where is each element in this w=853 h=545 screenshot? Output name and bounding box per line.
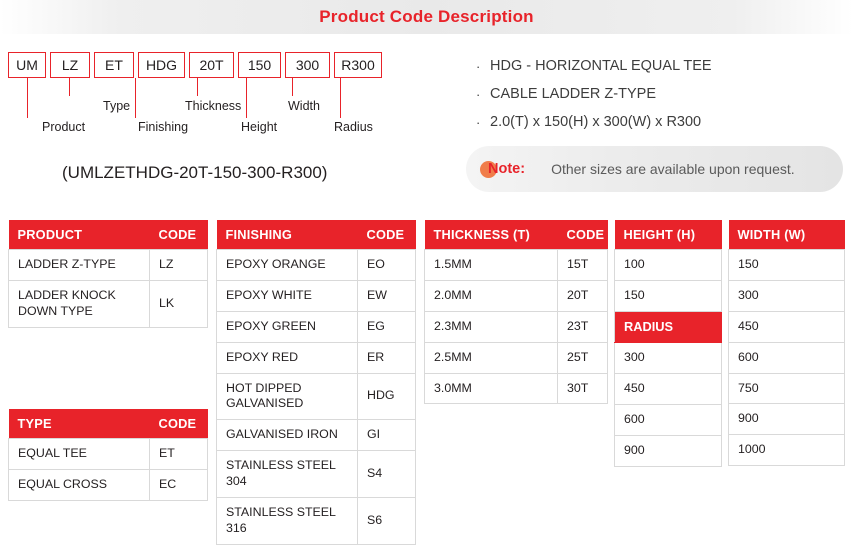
column-header-type: TYPE xyxy=(9,409,150,439)
column-header-radius: RADIUS xyxy=(615,311,722,342)
column-header-finishing: FINISHING xyxy=(217,220,358,250)
cell-radius-value: 450 xyxy=(615,374,722,405)
table-row xyxy=(729,311,845,342)
cell-thickness-code: 20T xyxy=(558,280,608,311)
label-product: Product xyxy=(42,120,86,134)
table-header-row xyxy=(9,220,208,250)
table-row xyxy=(425,311,608,342)
height-table xyxy=(614,220,722,467)
column-header-code: CODE xyxy=(150,409,208,439)
table-row xyxy=(217,420,416,451)
table-row xyxy=(615,250,722,281)
note-label: Note: xyxy=(488,161,526,177)
table-row xyxy=(729,342,845,373)
cell-finishing-code: GI xyxy=(358,420,416,451)
table-row xyxy=(729,280,845,311)
cell-width-value: 900 xyxy=(729,404,845,435)
label-thickness: Thickness xyxy=(185,99,242,113)
table-row xyxy=(425,250,608,281)
table-header-row xyxy=(217,220,416,250)
table-row xyxy=(217,311,416,342)
cell-finishing-name: GALVANISED IRON xyxy=(217,420,358,451)
cell-width-value: 750 xyxy=(729,373,845,404)
column-header-code: CODE xyxy=(150,220,208,250)
table-header-row xyxy=(425,220,608,250)
cell-thickness-code: 15T xyxy=(558,250,608,281)
column-header-code: CODE xyxy=(358,220,416,250)
cell-finishing-name: EPOXY ORANGE xyxy=(217,250,358,281)
list-item-label: CABLE LADDER Z-TYPE xyxy=(490,86,656,102)
table-row xyxy=(615,280,722,311)
cell-product-code: LK xyxy=(150,280,208,327)
label-type: Type xyxy=(103,99,131,113)
cell-width-value: 600 xyxy=(729,342,845,373)
cell-finishing-name: STAINLESS STEEL 316 xyxy=(217,497,358,544)
cell-thickness-code: 25T xyxy=(558,342,608,373)
label-width: Width xyxy=(288,99,320,113)
column-header-product: PRODUCT xyxy=(9,220,150,250)
product-table xyxy=(8,220,208,328)
bullet-dot-icon: · xyxy=(476,87,481,102)
cell-finishing-name: EPOXY WHITE xyxy=(217,280,358,311)
cell-thickness-value: 2.5MM xyxy=(425,342,558,373)
table-row xyxy=(729,404,845,435)
leader-line-height xyxy=(246,78,247,118)
cell-finishing-code: S4 xyxy=(358,451,416,498)
cell-width-value: 300 xyxy=(729,280,845,311)
radius-subheader-row xyxy=(615,311,722,342)
thickness-table xyxy=(424,220,608,404)
cell-finishing-code: ER xyxy=(358,342,416,373)
column-header-code: CODE xyxy=(558,220,608,250)
cell-radius-value: 900 xyxy=(615,435,722,466)
bullet-dot-icon: · xyxy=(476,59,481,74)
type-table xyxy=(8,409,208,501)
code-box-radius: R300 xyxy=(334,52,382,78)
table-row xyxy=(217,373,416,420)
code-box-hdg: HDG xyxy=(138,52,185,78)
cell-height-value: 150 xyxy=(615,280,722,311)
cell-thickness-code: 23T xyxy=(558,311,608,342)
table-row xyxy=(425,342,608,373)
list-item-label: HDG - HORIZONTAL EQUAL TEE xyxy=(490,58,712,74)
table-row xyxy=(217,451,416,498)
cell-finishing-code: EW xyxy=(358,280,416,311)
table-row xyxy=(729,373,845,404)
table-header-row xyxy=(615,220,722,250)
code-box-thickness: 20T xyxy=(189,52,234,78)
product-code-boxes xyxy=(8,52,382,78)
cell-product-name: LADDER Z-TYPE xyxy=(9,250,150,281)
list-item xyxy=(476,57,712,76)
column-header-width: WIDTH (W) xyxy=(729,220,845,250)
cell-product-name: LADDER KNOCK DOWN TYPE xyxy=(9,280,150,327)
cell-finishing-name: EPOXY GREEN xyxy=(217,311,358,342)
cell-thickness-value: 2.3MM xyxy=(425,311,558,342)
bullet-dot-icon: · xyxy=(476,115,481,130)
cell-type-code: EC xyxy=(150,469,208,500)
cell-thickness-value: 1.5MM xyxy=(425,250,558,281)
code-box-width: 300 xyxy=(285,52,330,78)
table-row xyxy=(615,374,722,405)
list-item xyxy=(476,85,712,104)
note-text: Other sizes are available upon request. xyxy=(551,161,795,177)
table-header-row xyxy=(9,409,208,439)
cell-finishing-name: STAINLESS STEEL 304 xyxy=(217,451,358,498)
cell-product-code: LZ xyxy=(150,250,208,281)
finishing-table xyxy=(216,220,416,545)
code-box-um: UM xyxy=(8,52,46,78)
cell-finishing-code: EO xyxy=(358,250,416,281)
table-row xyxy=(425,280,608,311)
cell-width-value: 150 xyxy=(729,250,845,281)
list-item xyxy=(476,113,712,132)
table-row xyxy=(9,280,208,327)
cell-type-name: EQUAL CROSS xyxy=(9,469,150,500)
table-row xyxy=(217,280,416,311)
code-box-lz: LZ xyxy=(50,52,90,78)
leader-line-product xyxy=(27,78,28,118)
cell-thickness-value: 2.0MM xyxy=(425,280,558,311)
table-row xyxy=(425,373,608,404)
table-row xyxy=(217,342,416,373)
cell-height-value: 100 xyxy=(615,250,722,281)
cell-radius-value: 600 xyxy=(615,404,722,435)
code-box-height: 150 xyxy=(238,52,281,78)
column-header-height: HEIGHT (H) xyxy=(615,220,722,250)
table-row xyxy=(615,435,722,466)
code-box-et: ET xyxy=(94,52,134,78)
cell-radius-value: 300 xyxy=(615,343,722,374)
cell-width-value: 1000 xyxy=(729,435,845,466)
leader-line-type xyxy=(69,78,70,96)
page-title: Product Code Description xyxy=(319,7,534,26)
cell-type-name: EQUAL TEE xyxy=(9,439,150,470)
table-row xyxy=(615,404,722,435)
table-row xyxy=(9,439,208,470)
table-row xyxy=(217,250,416,281)
table-row xyxy=(729,250,845,281)
leader-line-thickness xyxy=(197,78,198,96)
page-header xyxy=(0,0,853,34)
note-callout xyxy=(466,146,843,192)
table-row xyxy=(729,435,845,466)
table-row xyxy=(615,343,722,374)
cell-finishing-code: S6 xyxy=(358,497,416,544)
leader-line-radius xyxy=(340,78,341,118)
label-radius: Radius xyxy=(334,120,373,134)
cell-finishing-code: EG xyxy=(358,311,416,342)
label-height: Height xyxy=(241,120,278,134)
cell-finishing-name: HOT DIPPED GALVANISED xyxy=(217,373,358,420)
table-header-row xyxy=(729,220,845,250)
cell-type-code: ET xyxy=(150,439,208,470)
leader-line-width xyxy=(292,78,293,96)
cell-finishing-code: HDG xyxy=(358,373,416,420)
table-row xyxy=(9,469,208,500)
column-header-thickness: THICKNESS (T) xyxy=(425,220,558,250)
label-finishing: Finishing xyxy=(138,120,189,134)
cell-thickness-value: 3.0MM xyxy=(425,373,558,404)
table-row xyxy=(217,497,416,544)
leader-line-finishing xyxy=(135,78,136,118)
product-description-list xyxy=(476,57,712,141)
cell-thickness-code: 30T xyxy=(558,373,608,404)
list-item-label: 2.0(T) x 150(H) x 300(W) x R300 xyxy=(490,114,702,130)
cell-width-value: 450 xyxy=(729,311,845,342)
table-row xyxy=(9,250,208,281)
cell-finishing-name: EPOXY RED xyxy=(217,342,358,373)
width-table xyxy=(728,220,845,466)
full-product-code: (UMLZETHDG-20T-150-300-R300) xyxy=(62,163,328,182)
